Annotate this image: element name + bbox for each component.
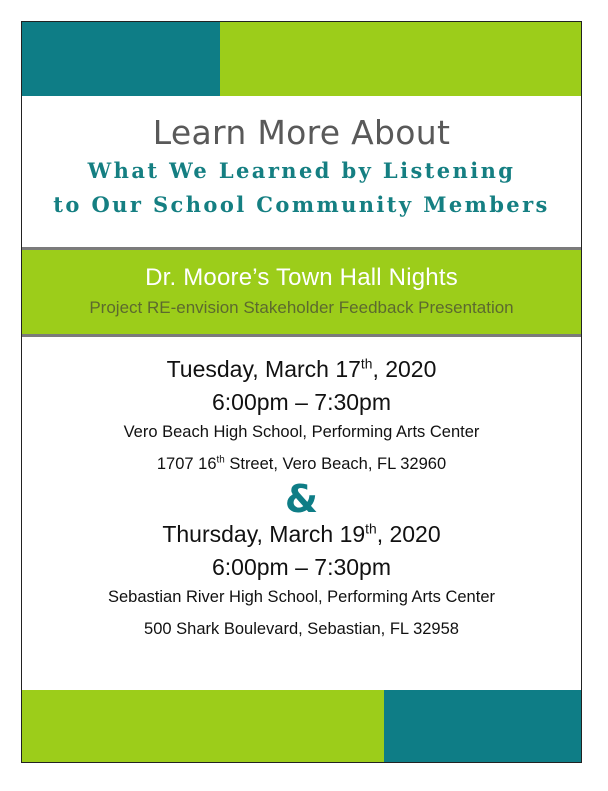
event-1-date-text: Tuesday, March 17 [166,356,361,382]
events-section [22,340,581,639]
event-1-address-ordinal: th [216,454,225,466]
top-teal-block [22,22,220,96]
bottom-green-block [22,690,384,763]
event-1-address [22,455,581,474]
event-2-venue: Sebastian River High School, Performing Arts Center [107,588,495,606]
event-1-time: 6:00pm – 7:30pm [211,389,391,415]
subtitle-line-1: What We Learned by Listening [87,158,516,183]
event-1-venue: Vero Beach High School, Performing Arts Center [123,423,480,441]
event-2-date-ordinal: th [365,521,377,537]
event-1-date-year: , 2020 [372,356,437,382]
bottom-teal-block [384,690,582,763]
page-title: Learn More About [152,113,451,152]
band-title: Dr. Moore’s Town Hall Nights [145,264,458,291]
top-green-block [220,22,582,96]
event-1-address-number: 1707 16 [156,455,217,473]
event-2-address: 500 Shark Boulevard, Sebastian, FL 32958 [144,620,459,638]
event-2-time: 6:00pm – 7:30pm [211,554,391,580]
ampersand-separator: & [284,477,319,521]
subtitle-line-2: to Our School Community Members [53,192,550,217]
event-1-address-rest: Street, Vero Beach, FL 32960 [224,455,447,473]
event-2-date-text: Thursday, March 19 [162,521,366,547]
title-section [22,96,581,248]
band-bottom-rule [22,334,581,337]
event-1-date-ordinal: th [360,356,373,372]
event-1-date [22,356,581,383]
flyer-page [21,21,582,763]
event-2-date [22,521,581,548]
town-hall-band [22,250,581,337]
band-subtitle: Project RE-envision Stakeholder Feedback Presentation [89,298,514,317]
event-2-date-year: , 2020 [376,521,441,547]
